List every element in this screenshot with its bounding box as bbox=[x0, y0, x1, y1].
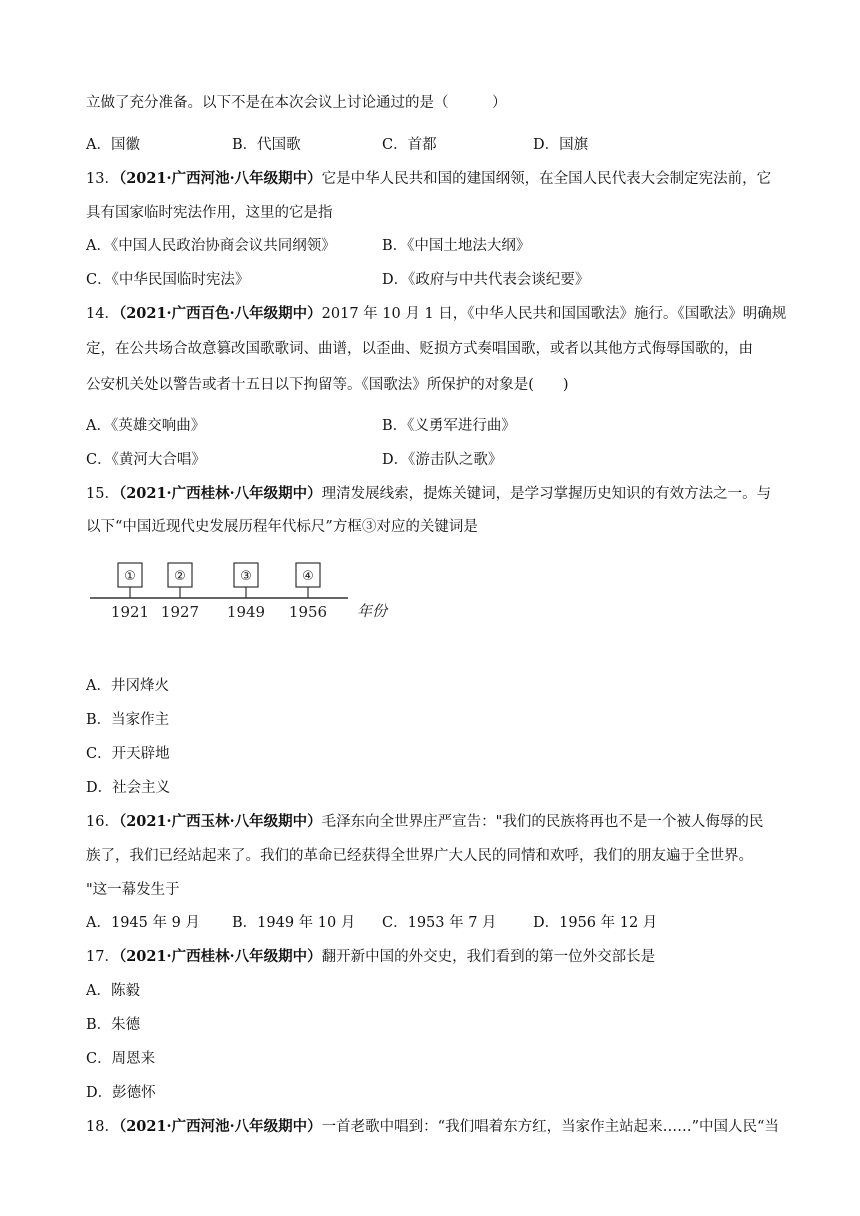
q14-option-b: B．《义勇军进行曲》 bbox=[382, 418, 516, 434]
q15-option-a: A．井冈烽火 bbox=[86, 678, 169, 694]
q16-source: （2021·广西玉林·八年级期中） bbox=[118, 813, 322, 830]
timeline-box-label-2: ② bbox=[174, 569, 186, 584]
intro-line: 立做了充分准备。以下不是在本次会议上讨论通过的是（ ） bbox=[86, 95, 507, 111]
q12-option-c: C．首都 bbox=[382, 137, 437, 153]
q14-stem-line1 bbox=[86, 304, 786, 324]
timeline-box-label-1: ① bbox=[124, 569, 136, 584]
q14-source: （2021·广西百色·八年级期中） bbox=[118, 305, 322, 322]
q13-option-b: B．《中国土地法大纲》 bbox=[382, 238, 531, 254]
q14-option-a: A．《英雄交响曲》 bbox=[86, 418, 206, 434]
q17-option-a: A．陈毅 bbox=[86, 983, 140, 999]
timeline-year-1: 1921 bbox=[110, 603, 150, 621]
q15-stem-line2: 以下“中国近现代史发展历程年代标尺”方框③对应的关键词是 bbox=[86, 519, 478, 535]
q16-option-c: C．1953 年 7 月 bbox=[382, 915, 497, 931]
q17-text: 翻开新中国的外交史，我们看到的第一位外交部长是 bbox=[321, 949, 656, 965]
q13-number: 13． bbox=[86, 171, 119, 187]
timeline-box-label-4: ④ bbox=[302, 569, 314, 584]
q18-stem-line1 bbox=[86, 1117, 779, 1137]
era-timeline bbox=[86, 560, 406, 626]
q17-option-d: D．彭德怀 bbox=[86, 1085, 156, 1101]
q15-option-d: D．社会主义 bbox=[86, 780, 171, 796]
q16-option-b: B．1949 年 10 月 bbox=[232, 915, 356, 931]
q17-source: （2021·广西桂林·八年级期中） bbox=[118, 948, 322, 965]
q14-option-c: C．《黄河大合唱》 bbox=[86, 452, 206, 468]
q16-stem-line1 bbox=[86, 812, 763, 832]
timeline-year-2: 1927 bbox=[160, 603, 200, 621]
q16-text: 毛泽东向全世界庄严宣告："我们的民族将再也不是一个被人侮辱的民 bbox=[321, 814, 764, 830]
timeline-year-4: 1956 bbox=[288, 603, 328, 621]
q14-stem-line3: 公安机关处以警告或者十五日以下拘留等。《国歌法》所保护的对象是( ) bbox=[86, 377, 569, 393]
q13-source: （2021·广西河池·八年级期中） bbox=[118, 170, 322, 187]
q13-option-a: A．《中国人民政治协商会议共同纲领》 bbox=[86, 238, 336, 254]
q14-number: 14． bbox=[86, 306, 119, 322]
q16-stem-line2: 族了，我们已经站起来了。我们的革命已经获得全世界广大人民的同情和欢呼，我们的朋友遍于全世界。 bbox=[86, 848, 753, 864]
q14-text: 2017 年 10 月 1 日，《中华人民共和国国歌法》施行。《国歌法》明确规 bbox=[321, 306, 787, 322]
q13-text: 它是中华人民共和国的建国纲领，在全国人民代表大会制定宪法前，它 bbox=[321, 171, 772, 187]
q14-option-d: D．《游击队之歌》 bbox=[382, 452, 503, 468]
timeline-svg bbox=[86, 560, 406, 626]
q15-number: 15． bbox=[86, 486, 119, 502]
q12-option-b: B．代国歌 bbox=[232, 137, 301, 153]
q13-option-d: D．《政府与中共代表会谈纪要》 bbox=[382, 272, 590, 288]
q18-number: 18． bbox=[86, 1119, 119, 1135]
q17-option-c: C．周恩来 bbox=[86, 1051, 156, 1067]
q15-source: （2021·广西桂林·八年级期中） bbox=[118, 485, 322, 502]
q13-stem-line1 bbox=[86, 169, 771, 189]
q16-option-a: A．1945 年 9 月 bbox=[86, 915, 200, 931]
q15-stem-line1 bbox=[86, 484, 771, 504]
timeline-year-3: 1949 bbox=[226, 603, 266, 621]
q17-stem-line1 bbox=[86, 947, 655, 967]
q15-text: 理清发展线索，提炼关键词，是学习掌握历史知识的有效方法之一。与 bbox=[321, 486, 772, 502]
q15-option-b: B．当家作主 bbox=[86, 712, 170, 728]
q12-option-a: A．国徽 bbox=[86, 137, 140, 153]
q14-stem-line2: 定，在公共场合故意篡改国歌歌词、曲谱，以歪曲、贬损方式奏唱国歌，或者以其他方式侮辱国歌的，由 bbox=[86, 341, 753, 357]
q18-text: 一首老歌中唱到：“我们唱着东方红，当家作主站起来……”中国人民“当 bbox=[321, 1119, 779, 1135]
timeline-axis-label: 年份 bbox=[356, 602, 388, 620]
q13-stem-line2: 具有国家临时宪法作用，这里的它是指 bbox=[86, 205, 333, 221]
q17-option-b: B．朱德 bbox=[86, 1017, 141, 1033]
q17-number: 17． bbox=[86, 949, 119, 965]
q18-source: （2021·广西河池·八年级期中） bbox=[118, 1118, 322, 1135]
q16-option-d: D．1956 年 12 月 bbox=[533, 915, 658, 931]
q15-option-c: C．开天辟地 bbox=[86, 746, 170, 762]
q13-option-c: C．《中华民国临时宪法》 bbox=[86, 272, 250, 288]
q16-stem-line3: "这一幕发生于 bbox=[86, 882, 180, 898]
timeline-box-label-3: ③ bbox=[240, 569, 252, 584]
q12-option-d: D．国旗 bbox=[533, 137, 589, 153]
q16-number: 16． bbox=[86, 814, 119, 830]
